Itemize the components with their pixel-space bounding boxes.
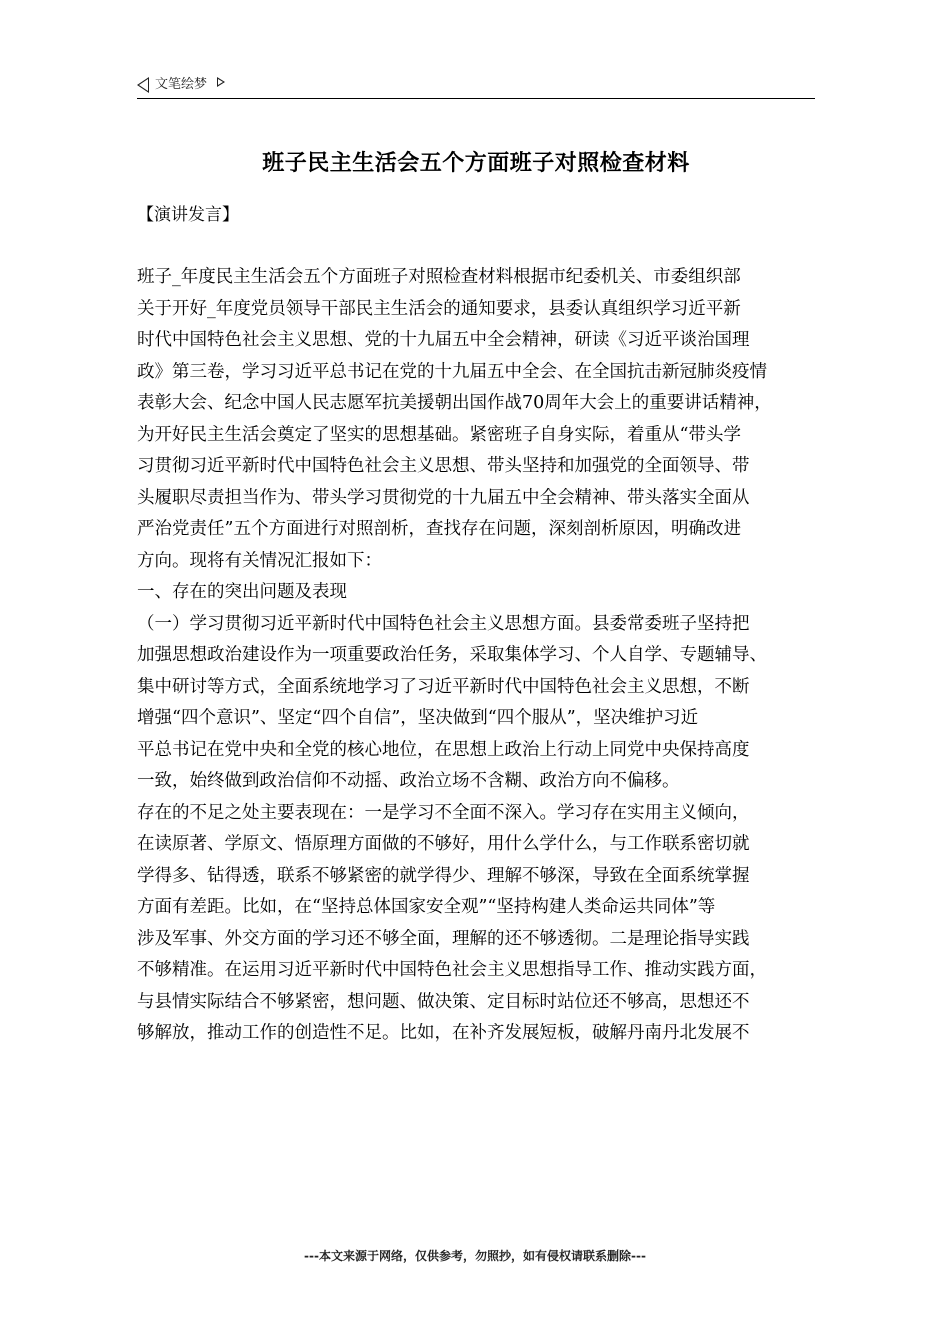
triangle-right-icon [217, 77, 225, 87]
footer-notice: ---本文来源于网络，仅供参考，勿照抄，如有侵权请联系删除--- [304, 1249, 646, 1263]
body-line: 表彰大会、纪念中国人民志愿军抗美援朝出国作战70周年大会上的重要讲话精神， [137, 393, 772, 413]
body-line: 为开好民主生活会奠定了坚实的思想基础。紧密班子自身实际，着重从“带头学 [137, 424, 741, 445]
body-line: 涉及军事、外交方面的学习还不够全面，理解的还不够透彻。二是理论指导实践 [137, 928, 750, 949]
body-line: 班子_年度民主生活会五个方面班子对照检查材料根据市纪委机关、市委组织部 [137, 267, 741, 287]
body-line: 平总书记在党中央和全党的核心地位，在思想上政治上行动上同党中央保持高度 [137, 739, 750, 760]
body-line: 头履职尽责担当作为、带头学习贯彻党的十九届五中全会精神、带头落实全面从 [137, 487, 750, 508]
triangle-left-icon [137, 77, 149, 93]
body-line: 学得多、钻得透，联系不够紧密的就学得少、理解不够深，导致在全面系统掌握 [137, 865, 750, 886]
body-line: 一致，始终做到政治信仰不动摇、政治立场不含糊、政治方向不偏移。 [137, 771, 680, 791]
body-line: 关于开好_年度党员领导干部民主生活会的通知要求，县委认真组织学习近平新 [137, 298, 741, 319]
document-body [137, 262, 837, 1050]
body-line: 严治党责任”五个方面进行对照剖析，查找存在问题，深刻剖析原因，明确改进 [137, 519, 741, 539]
body-line: 存在的不足之处主要表现在：一是学习不全面不深入。学习存在实用主义倾向， [137, 802, 750, 823]
body-line: 够解放，推动工作的创造性不足。比如，在补齐发展短板，破解丹南丹北发展不 [137, 1023, 750, 1043]
header-brand-text: 文笔绘梦 [155, 77, 208, 92]
page-header [137, 74, 815, 99]
body-line: 加强思想政治建设作为一项重要政治任务，采取集体学习、个人自学、专题辅导、 [137, 645, 767, 665]
body-line: （一）学习贯彻习近平新时代中国特色社会主义思想方面。县委常委班子坚持把 [137, 613, 750, 634]
body-line: 习贯彻习近平新时代中国特色社会主义思想、带头坚持和加强党的全面领导、带 [137, 456, 750, 476]
body-line: 政》第三卷，学习习近平总书记在党的十九届五中全会、在全国抗击新冠肺炎疫情 [137, 361, 767, 382]
body-line: 时代中国特色社会主义思想、党的十九届五中全会精神，研读《习近平谈治国理 [137, 330, 750, 350]
header-brand [137, 76, 225, 94]
body-line: 增强“四个意识”、坚定“四个自信”，坚决做到“四个服从”，坚决维护习近 [137, 708, 699, 728]
section-heading: 一、存在的突出问题及表现 [137, 582, 347, 602]
document-title: 班子民主生活会五个方面班子对照检查材料 [262, 151, 690, 176]
body-line: 集中研讨等方式，全面系统地学习了习近平新时代中国特色社会主义思想，不断 [137, 676, 750, 697]
body-line: 在读原著、学原文、悟原理方面做的不够好，用什么学什么，与工作联系密切就 [137, 834, 750, 854]
body-line: 方向。现将有关情况汇报如下： [137, 550, 382, 571]
body-line: 不够精准。在运用习近平新时代中国特色社会主义思想指导工作、推动实践方面， [137, 960, 767, 980]
body-line: 方面有差距。比如，在“坚持总体国家安全观”“坚持构建人类命运共同体”等 [137, 897, 716, 917]
document-tag: 【演讲发言】 [137, 205, 239, 225]
body-line: 与县情实际结合不够紧密，想问题、做决策、定目标时站位还不够高，思想还不 [137, 991, 750, 1012]
